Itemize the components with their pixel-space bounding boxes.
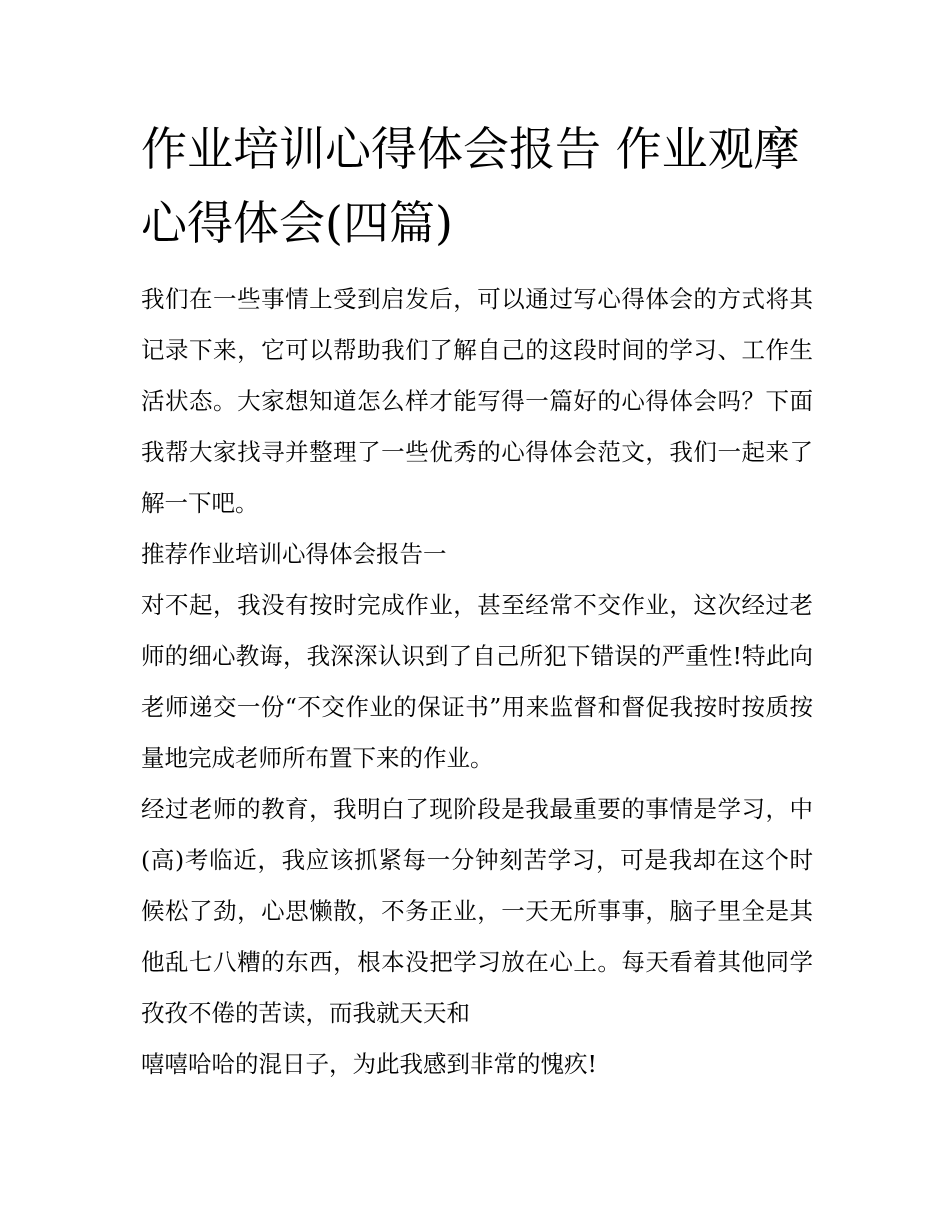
section-heading: 推荐作业培训心得体会报告一 [141, 540, 447, 568]
document-title: 作业培训心得体会报告 作业观摩心得体会(四篇) [141, 122, 800, 250]
body-paragraph: 嘻嘻哈哈的混日子，为此我感到非常的愧疚! [141, 1050, 597, 1078]
body-paragraph: 对不起，我没有按时完成作业，甚至经常不交作业，这次经过老师的细心教诲，我深深认识到了自己所犯下错误的严重性!特此向老师递交一份“不交作业的保证书”用来监督和督促我按时按质按量地完成老师所布置下来的作业。 [141, 591, 813, 772]
body-paragraph: 经过老师的教育，我明白了现阶段是我最重要的事情是学习，中(高)考临近，我应该抓紧每一分钟刻苦学习，可是我却在这个时候松了劲，心思懒散，不务正业，一天无所事事，脑子里全是其他乱七八糟的东西，根本没把学习放在心上。每天看着其他同学孜孜不倦的苦读，而我就天天和 [141, 795, 813, 1027]
document-body [141, 112, 813, 1090]
intro-paragraph: 我们在一些事情上受到启发后，可以通过写心得体会的方式将其记录下来，它可以帮助我们了解自己的这段时间的学习、工作生活状态。大家想知道怎么样才能写得一篇好的心得体会吗？下面我帮大家找寻并整理了一些优秀的心得体会范文，我们一起来了解一下吧。 [141, 285, 813, 517]
